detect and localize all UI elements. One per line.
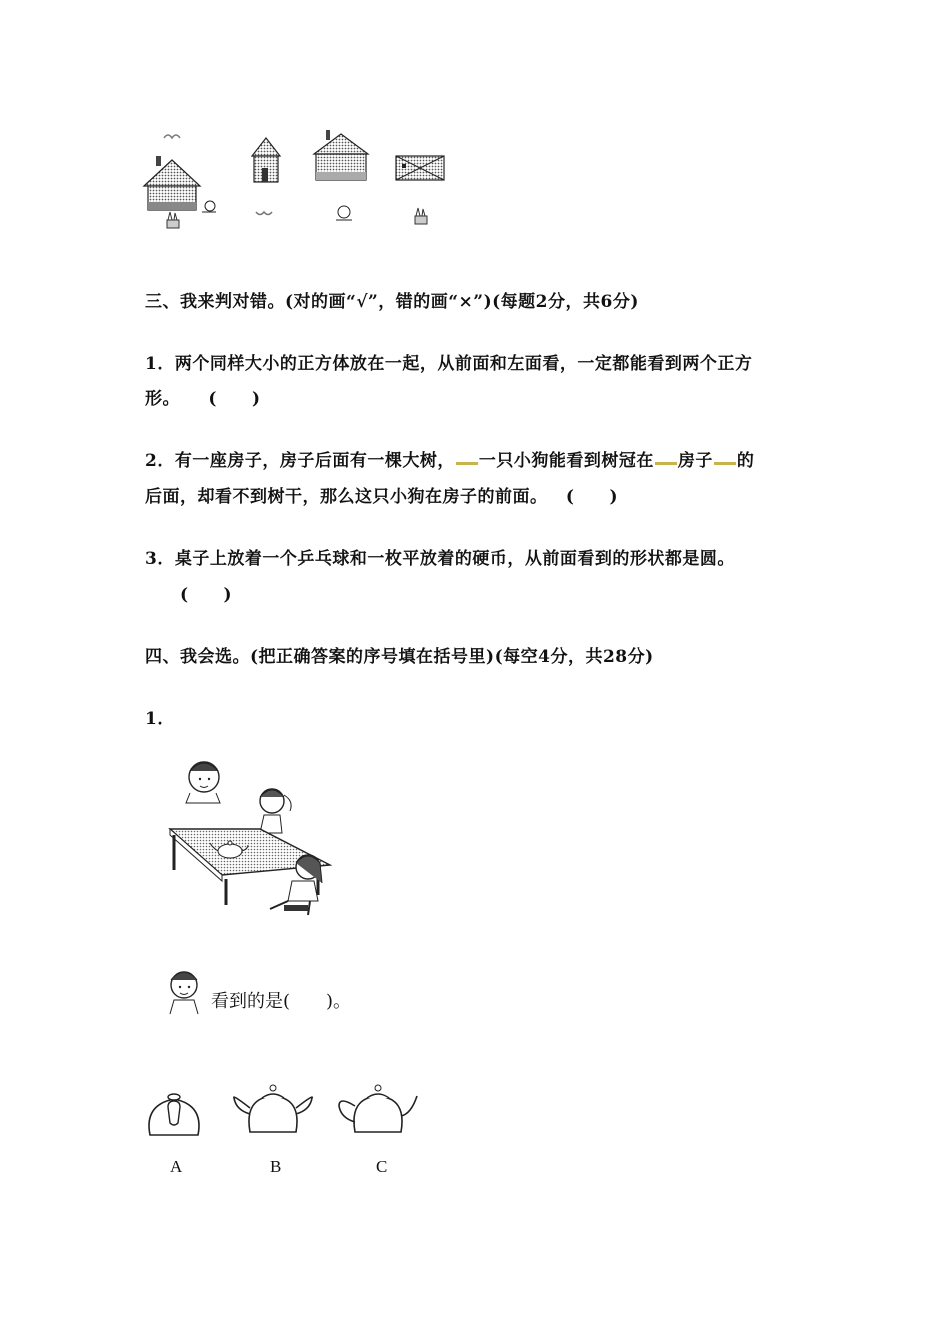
highlight-mark bbox=[714, 462, 736, 465]
highlight-mark bbox=[456, 462, 478, 465]
section4-heading: 四、我会选。(把正确答案的序号填在括号里)(每空4分，共28分) bbox=[145, 647, 654, 667]
option-label-a[interactable]: A bbox=[170, 1157, 183, 1176]
houses-illustration bbox=[140, 120, 460, 240]
section3-q1-line2-text: 形。 bbox=[145, 389, 180, 409]
section4-q1-number: 1． bbox=[145, 709, 175, 729]
section3-heading: 三、我来判对错。(对的画“√”，错的画“×”)(每题2分，共6分) bbox=[145, 292, 639, 312]
q2-text-a: 2．有一座房子，房子后面有一棵大树， bbox=[145, 451, 455, 471]
teapot-option-a bbox=[145, 1085, 203, 1139]
q3-answer-paren[interactable]: ( ) bbox=[180, 585, 233, 605]
section3-q1-line1: 1．两个同样大小的正方体放在一起，从前面和左面看，一定都能看到两个正方 bbox=[145, 354, 753, 374]
section4-q1-caption: 看到的是( )。 bbox=[211, 991, 352, 1012]
teapot-option-b bbox=[232, 1080, 314, 1136]
highlight-mark bbox=[655, 462, 677, 465]
table-children-illustration bbox=[160, 755, 340, 930]
teapot-option-c bbox=[337, 1080, 419, 1136]
q2-answer-paren[interactable]: ( ) bbox=[565, 487, 619, 507]
section3-q3-line1: 3．桌子上放着一个乒乓球和一枚平放着的硬币，从前面看到的形状都是圆。 bbox=[145, 549, 735, 569]
section3-q2-line2-text: 后面，却看不到树干，那么这只小狗在房子的前面。 bbox=[145, 487, 548, 507]
option-label-c[interactable]: C bbox=[376, 1157, 388, 1176]
section3-q2-line2 bbox=[145, 482, 618, 507]
section3-q2-line1 bbox=[145, 446, 754, 471]
boy-icon bbox=[162, 968, 206, 1016]
section3-q1-line2 bbox=[145, 384, 261, 409]
option-label-b[interactable]: B bbox=[270, 1157, 282, 1176]
q2-text-b: 一只小狗能看到树冠在 bbox=[478, 451, 654, 471]
q2-text-c: 房子 bbox=[677, 451, 713, 471]
q2-text-d: 的 bbox=[736, 451, 755, 471]
q1-answer-paren[interactable]: ( ) bbox=[208, 389, 261, 409]
